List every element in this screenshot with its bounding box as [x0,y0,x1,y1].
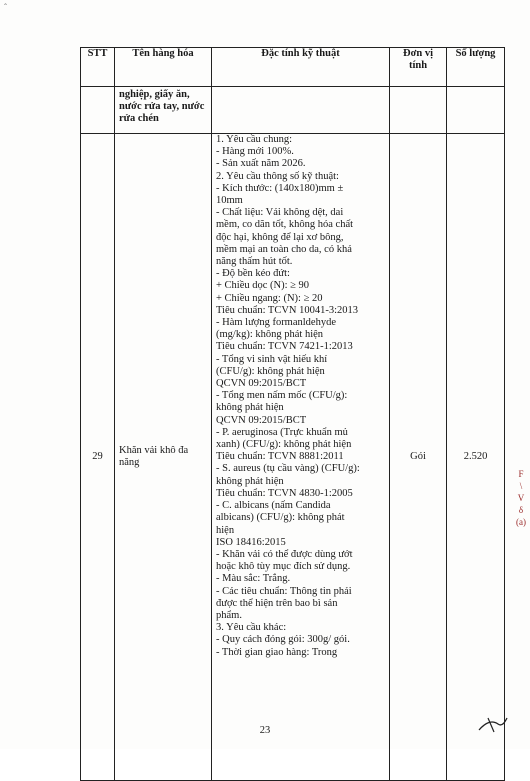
spec-line: - C. albicans (nấm Candida [216,500,331,512]
spec-line: 3. Yêu cầu khác: [216,622,287,634]
corner-mark: ˆ [4,2,7,12]
prev-name-line: rửa chén [119,113,159,125]
spec-line: ISO 18416:2015 [216,536,286,548]
spec-line: QCVN 09:2015/BCT [216,378,307,390]
spec-line: QCVN 09:2015/BCT [216,414,307,426]
spec-line: Tiêu chuẩn: TCVN 4830-1:2005 [216,487,353,499]
spec-line: - Hàng mới 100%. [216,146,294,158]
spec-line: năng thấm hút tốt. [216,256,293,268]
spec-line: Tiêu chuẩn: TCVN 7421-1:2013 [216,341,353,353]
prev-qty-cell [447,87,505,134]
spec-line: - Hàm lượng formanldehyde [216,317,337,329]
spec-line: độc hại, không để lại xơ bông, [216,231,344,243]
margin-stamp [514,468,528,528]
prev-spec-cell [212,87,390,134]
spec-line: - Sản xuất năm 2026. [216,158,306,170]
spec-line: - Thời gian giao hàng: Trong [216,646,338,658]
spec-line: (mg/kg): không phát hiện [216,329,324,341]
header-item-name: Tên hàng hóa [115,48,212,87]
spec-line: + Chiều ngang: (N): ≥ 20 [216,292,323,304]
table-row-item-29 [81,134,505,781]
stamp-mark: (a) [516,517,526,527]
table-row-continued [81,87,505,134]
prev-name-line: nghiệp, giấy ăn, [119,89,190,100]
header-quantity: Số lượng [447,48,505,87]
stamp-mark: F [518,469,524,479]
spec-line: mềm, co dãn tốt, không hóa chất [216,219,354,231]
spec-line: - Tổng men nấm mốc (CFU/g): [216,390,348,402]
spec-line: - Tổng vi sinh vật hiếu khí [216,353,328,365]
spec-line: Tiêu chuẩn: TCVN 10041-3:2013 [216,304,359,316]
header-technical-spec: Đặc tính kỹ thuật [212,48,390,87]
spec-line: - Quy cách đóng gói: 300g/ gói. [216,634,350,646]
spec-line: - S. aureus (tụ cầu vàng) (CFU/g): [216,463,360,475]
stamp-mark: δ [518,505,524,515]
spec-line: (CFU/g): không phát hiện [216,365,325,377]
spec-line: - Độ bền kéo đứt: [216,268,290,280]
stamp-mark: \ [519,481,523,491]
spec-line: 2. Yêu cầu thông số kỹ thuật: [216,170,339,182]
signature-mark [476,712,510,736]
header-unit: Đơn vị tính [390,48,447,87]
spec-line: - Kích thước: (140x180)mm ± [216,182,344,194]
prev-item-name-cell [115,87,212,134]
header-stt: STT [81,48,115,87]
spec-line: mềm mại an toàn cho da, có khả [216,243,352,255]
spec-line: albicans) (CFU/g): không phát [216,512,345,524]
spec-line: - P. aeruginosa (Trực khuẩn mủ [216,426,348,438]
item-stt-cell: 29 [81,134,115,781]
spec-line: - Các tiêu chuẩn: Thông tin phải [216,585,352,597]
spec-line: - Màu sắc: Trắng. [216,573,291,585]
specification-table [80,47,505,781]
spec-line: 1. Yêu cầu chung: [216,134,293,145]
spec-line: hoặc khô tùy mục đích sử dụng. [216,561,351,573]
spec-line: - Khăn vải có thể được dùng ướt [216,548,353,560]
item-spec-cell [212,134,390,781]
item-name-cell: Khăn vải khô đa năng [115,134,212,781]
spec-line: + Chiều dọc (N): ≥ 90 [216,280,310,292]
prev-name-line: nước rửa tay, nước [119,101,205,113]
table-header-row [81,48,505,87]
item-quantity-cell: 2.520 [447,134,505,781]
spec-line: Tiêu chuẩn: TCVN 8881:2011 [216,451,344,463]
prev-unit-cell [390,87,447,134]
prev-stt-cell [81,87,115,134]
spec-line: không phát hiện [216,475,284,487]
spec-line: 10mm [216,195,243,207]
spec-line: hiện [216,524,235,536]
page-number: 23 [259,725,271,736]
spec-line: không phát hiện [216,402,284,414]
stamp-mark: V [517,493,525,503]
item-unit-cell: Gói [390,134,447,781]
spec-lines-list [216,134,385,659]
spec-line: xanh) (CFU/g): không phát hiện [216,439,352,451]
spec-line: phẩm. [216,609,242,621]
spec-line: được thể hiện trên bao bì sản [216,597,338,609]
spec-line: - Chất liệu: Vải không dệt, dai [216,207,344,219]
